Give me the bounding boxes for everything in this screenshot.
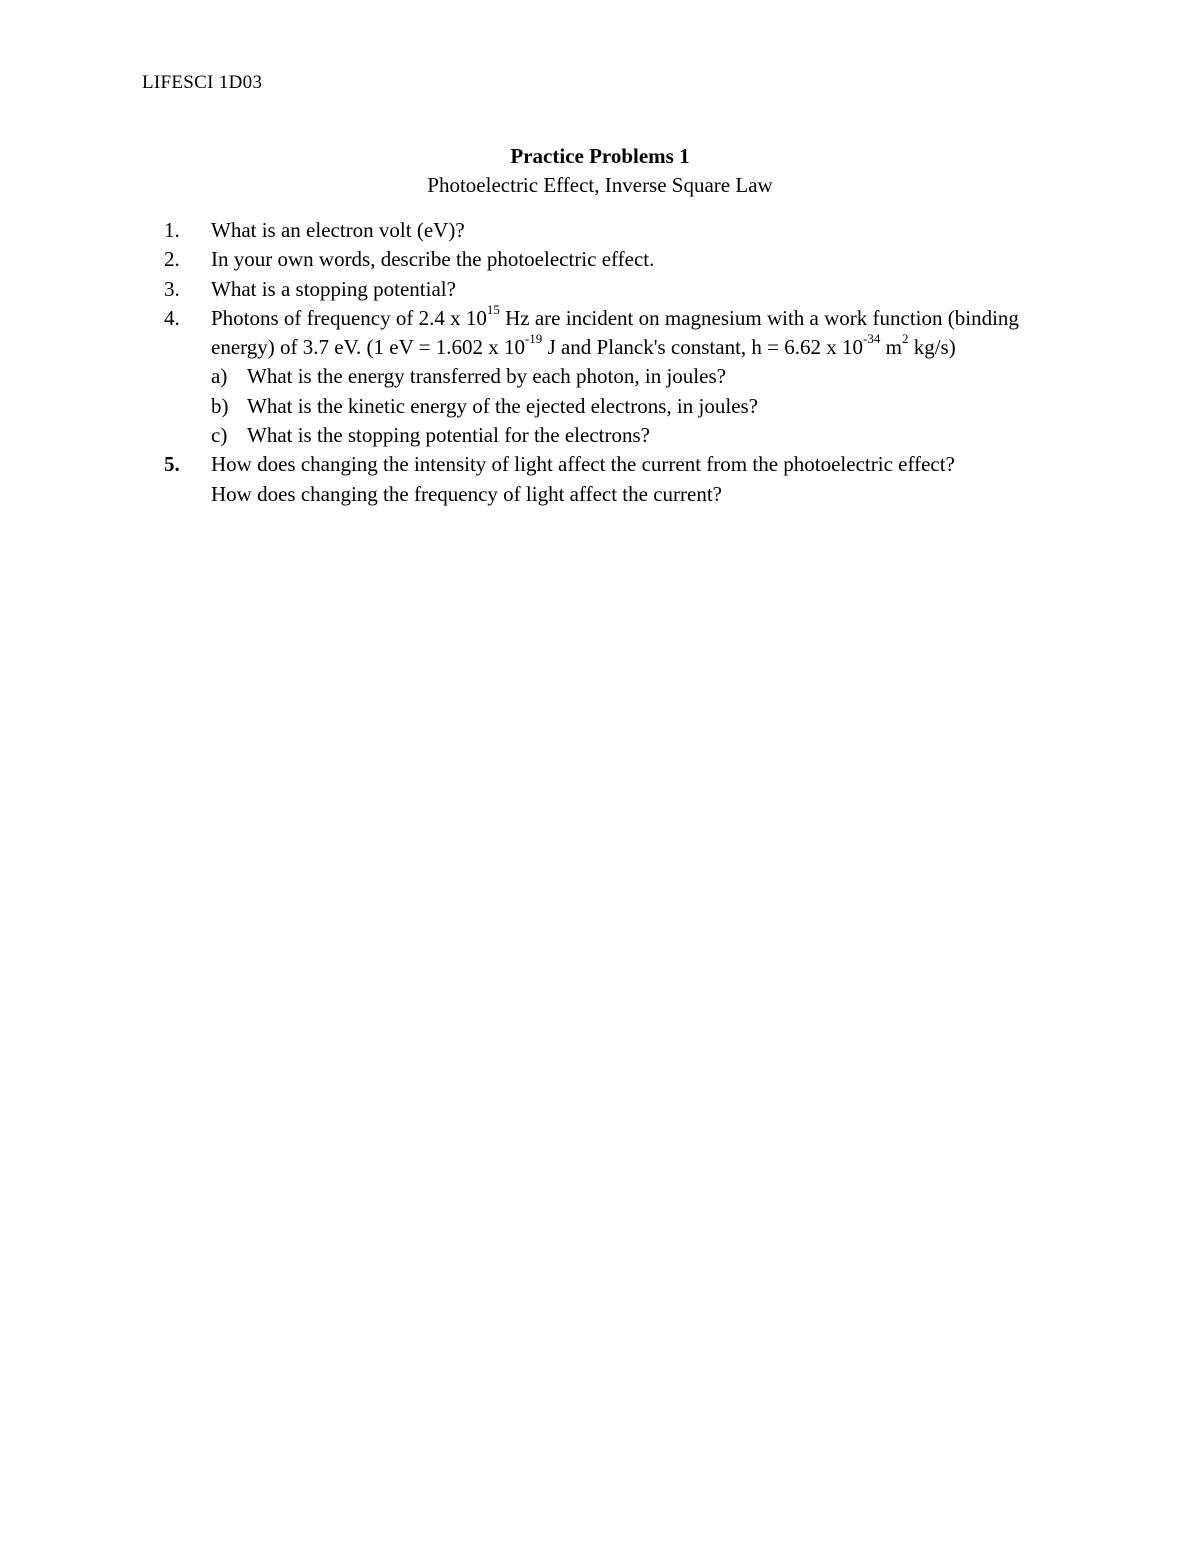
problem-4 [164,301,1064,450]
subproblem-letter: b) [211,393,229,418]
problem-2 [164,245,1064,274]
problem-5 [164,450,1064,509]
problem-number: 5. [164,452,180,477]
course-code: LIFESCI 1D03 [142,72,263,93]
problem-text-line: How does changing the intensity of light affect the current from the photoelectric effect? [211,452,955,477]
subproblem-text: What is the stopping potential for the electrons? [247,423,650,448]
problem-1 [164,216,1064,245]
problem-number: 4. [164,305,180,330]
subproblem-text: What is the energy transferred by each photon, in joules? [247,364,726,389]
problem-number: 2. [164,247,180,272]
problem-number: 1. [164,218,180,242]
problem-4a [211,362,1064,391]
subproblem-text: What is the kinetic energy of the ejected electrons, in joules? [247,393,759,418]
document-title: Practice Problems 1 [510,144,690,168]
exponent: -19 [524,331,543,347]
problem-text: In your own words, describe the photoelectric effect. [211,247,655,272]
subproblem-letter: a) [211,364,228,389]
problem-text-line: How does changing the frequency of light affect the current? [211,481,722,506]
subproblem-letter: c) [211,423,228,448]
problem-text-part: Photons of frequency of 2.4 x 10 [211,305,487,330]
problem-text: What is an electron volt (eV)? [211,218,465,242]
problem-text: What is a stopping potential? [211,276,456,301]
problem-3 [164,275,1064,304]
problem-text-part: kg/s) [908,335,956,360]
problem-text-part: J and Planck's constant, h = 6.62 x 10 [542,335,863,360]
problem-number: 3. [164,276,180,301]
problem-text-part: m [880,335,902,360]
problem-text-part: Hz are incident on magnesium with a work function (binding energy) of 3.7 eV. (1 eV = 1.602 x 10 [211,305,1019,360]
document-subtitle: Photoelectric Effect, Inverse Square Law [427,173,773,197]
exponent: 2 [901,331,909,347]
problem-4c [211,421,1064,450]
exponent: -34 [863,331,881,347]
exponent: 15 [486,301,500,317]
problem-text [211,301,1019,360]
problem-list [164,216,1064,509]
problem-4b [211,392,1064,421]
